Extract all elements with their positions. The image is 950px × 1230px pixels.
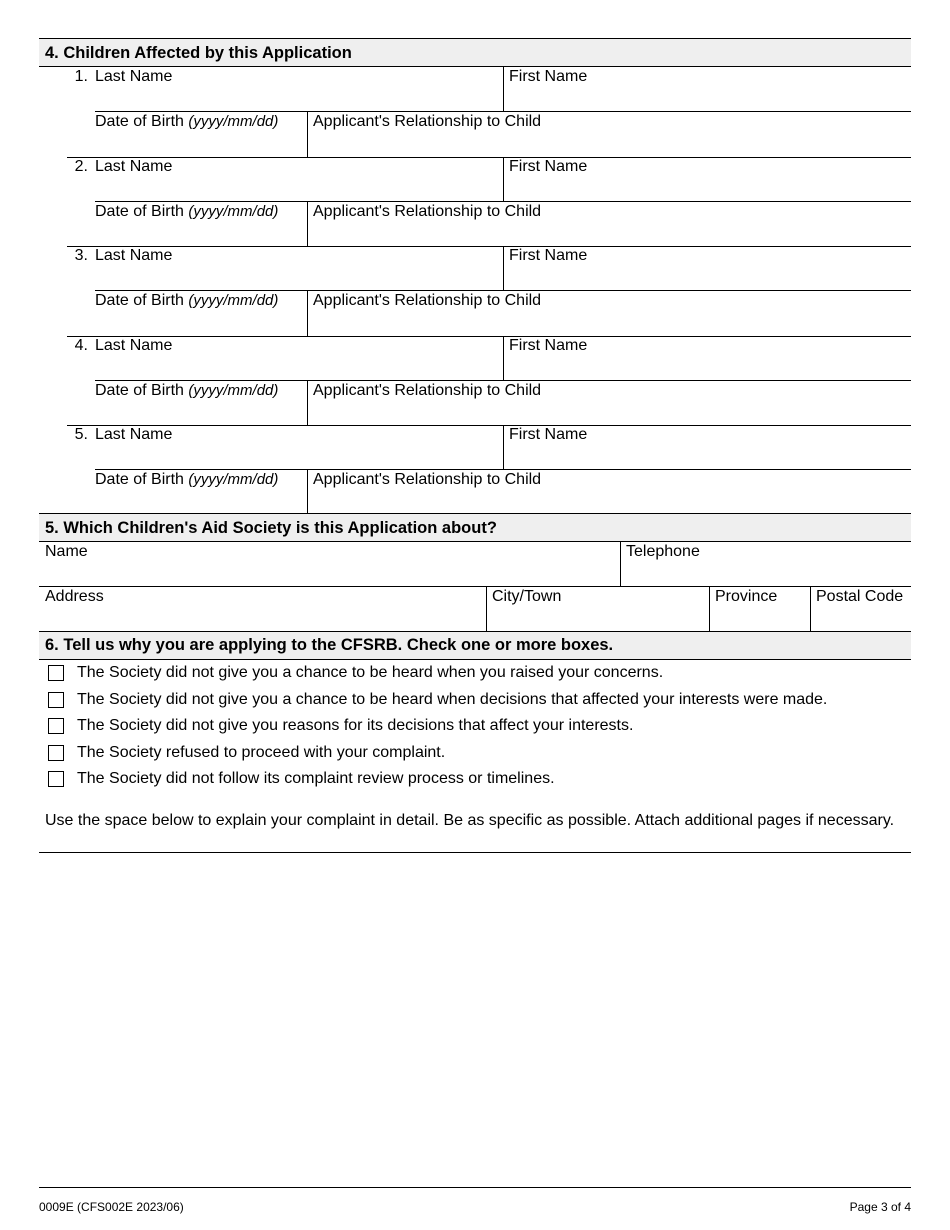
child-relationship-label: Applicant's Relationship to Child bbox=[313, 471, 542, 488]
child-last-name-label: Last Name bbox=[95, 68, 173, 85]
child-first-name-label: First Name bbox=[509, 337, 588, 354]
form-id: 0009E (CFS002E 2023/06) bbox=[39, 1200, 184, 1214]
child-last-name-label: Last Name bbox=[95, 158, 173, 175]
section-5-title: 5. Which Children's Aid Society is this Application about? bbox=[45, 519, 497, 537]
complaint-details-area[interactable] bbox=[39, 853, 911, 1185]
society-telephone-label: Telephone bbox=[626, 543, 700, 560]
child-dob-label bbox=[95, 291, 278, 311]
society-name-field[interactable] bbox=[39, 542, 620, 586]
reason-label: The Society did not follow its complaint review process or timelines. bbox=[77, 770, 555, 787]
reason-checkbox[interactable] bbox=[48, 692, 64, 708]
child-last-name-label: Last Name bbox=[95, 337, 173, 354]
child-number: 1. bbox=[74, 68, 88, 85]
society-province-label: Province bbox=[715, 588, 778, 605]
child-number: 4. bbox=[74, 337, 88, 354]
reason-checkbox[interactable] bbox=[48, 718, 64, 734]
page-number: Page 3 of 4 bbox=[849, 1200, 911, 1214]
child-first-name-label: First Name bbox=[509, 247, 588, 264]
child-relationship-label: Applicant's Relationship to Child bbox=[313, 203, 542, 220]
dob-text: Date of Birth bbox=[95, 382, 184, 399]
society-address-field[interactable] bbox=[39, 587, 486, 631]
society-postal-label: Postal Code bbox=[816, 588, 904, 605]
reason-checkbox[interactable] bbox=[48, 745, 64, 761]
reason-checkbox[interactable] bbox=[48, 665, 64, 681]
dob-text: Date of Birth bbox=[95, 203, 184, 220]
child-last-name-label: Last Name bbox=[95, 426, 173, 443]
footer-rule bbox=[39, 1187, 911, 1188]
child-dob-label bbox=[95, 112, 278, 132]
dob-text: Date of Birth bbox=[95, 471, 184, 488]
child-relationship-label: Applicant's Relationship to Child bbox=[313, 292, 542, 309]
child-last-name-label: Last Name bbox=[95, 247, 173, 264]
child-dob-label bbox=[95, 470, 278, 490]
child-number: 5. bbox=[74, 426, 88, 443]
dob-format: (yyyy/mm/dd) bbox=[188, 113, 279, 130]
child-first-name-label: First Name bbox=[509, 68, 588, 85]
explain-instructions: Use the space below to explain your complaint in detail. Be as specific as possible. Attach additional pages if necessary. bbox=[45, 812, 895, 829]
child-number: 3. bbox=[74, 247, 88, 264]
section-6-title: 6. Tell us why you are applying to the CFSRB. Check one or more boxes. bbox=[45, 636, 614, 654]
child-relationship-label: Applicant's Relationship to Child bbox=[313, 113, 542, 130]
dob-format: (yyyy/mm/dd) bbox=[188, 203, 279, 220]
society-city-label: City/Town bbox=[492, 588, 562, 605]
dob-text: Date of Birth bbox=[95, 292, 184, 309]
child-relationship-label: Applicant's Relationship to Child bbox=[313, 382, 542, 399]
reason-label: The Society did not give you a chance to be heard when you raised your concerns. bbox=[77, 664, 664, 681]
society-address-label: Address bbox=[45, 588, 104, 605]
reason-label: The Society did not give you a chance to be heard when decisions that affected your interests were made. bbox=[77, 691, 828, 708]
reason-checkbox[interactable] bbox=[48, 771, 64, 787]
child-dob-label bbox=[95, 202, 278, 222]
dob-format: (yyyy/mm/dd) bbox=[188, 382, 279, 399]
child-dob-label bbox=[95, 381, 278, 401]
child-first-name-label: First Name bbox=[509, 158, 588, 175]
child-first-name-label: First Name bbox=[509, 426, 588, 443]
reason-label: The Society did not give you reasons for its decisions that affect your interests. bbox=[77, 717, 634, 734]
section-4-title: 4. Children Affected by this Application bbox=[45, 44, 352, 62]
dob-text: Date of Birth bbox=[95, 113, 184, 130]
child-number: 2. bbox=[74, 158, 88, 175]
society-name-label: Name bbox=[45, 543, 88, 560]
dob-format: (yyyy/mm/dd) bbox=[188, 292, 279, 309]
reason-label: The Society refused to proceed with your complaint. bbox=[77, 744, 446, 761]
dob-format: (yyyy/mm/dd) bbox=[188, 471, 279, 488]
